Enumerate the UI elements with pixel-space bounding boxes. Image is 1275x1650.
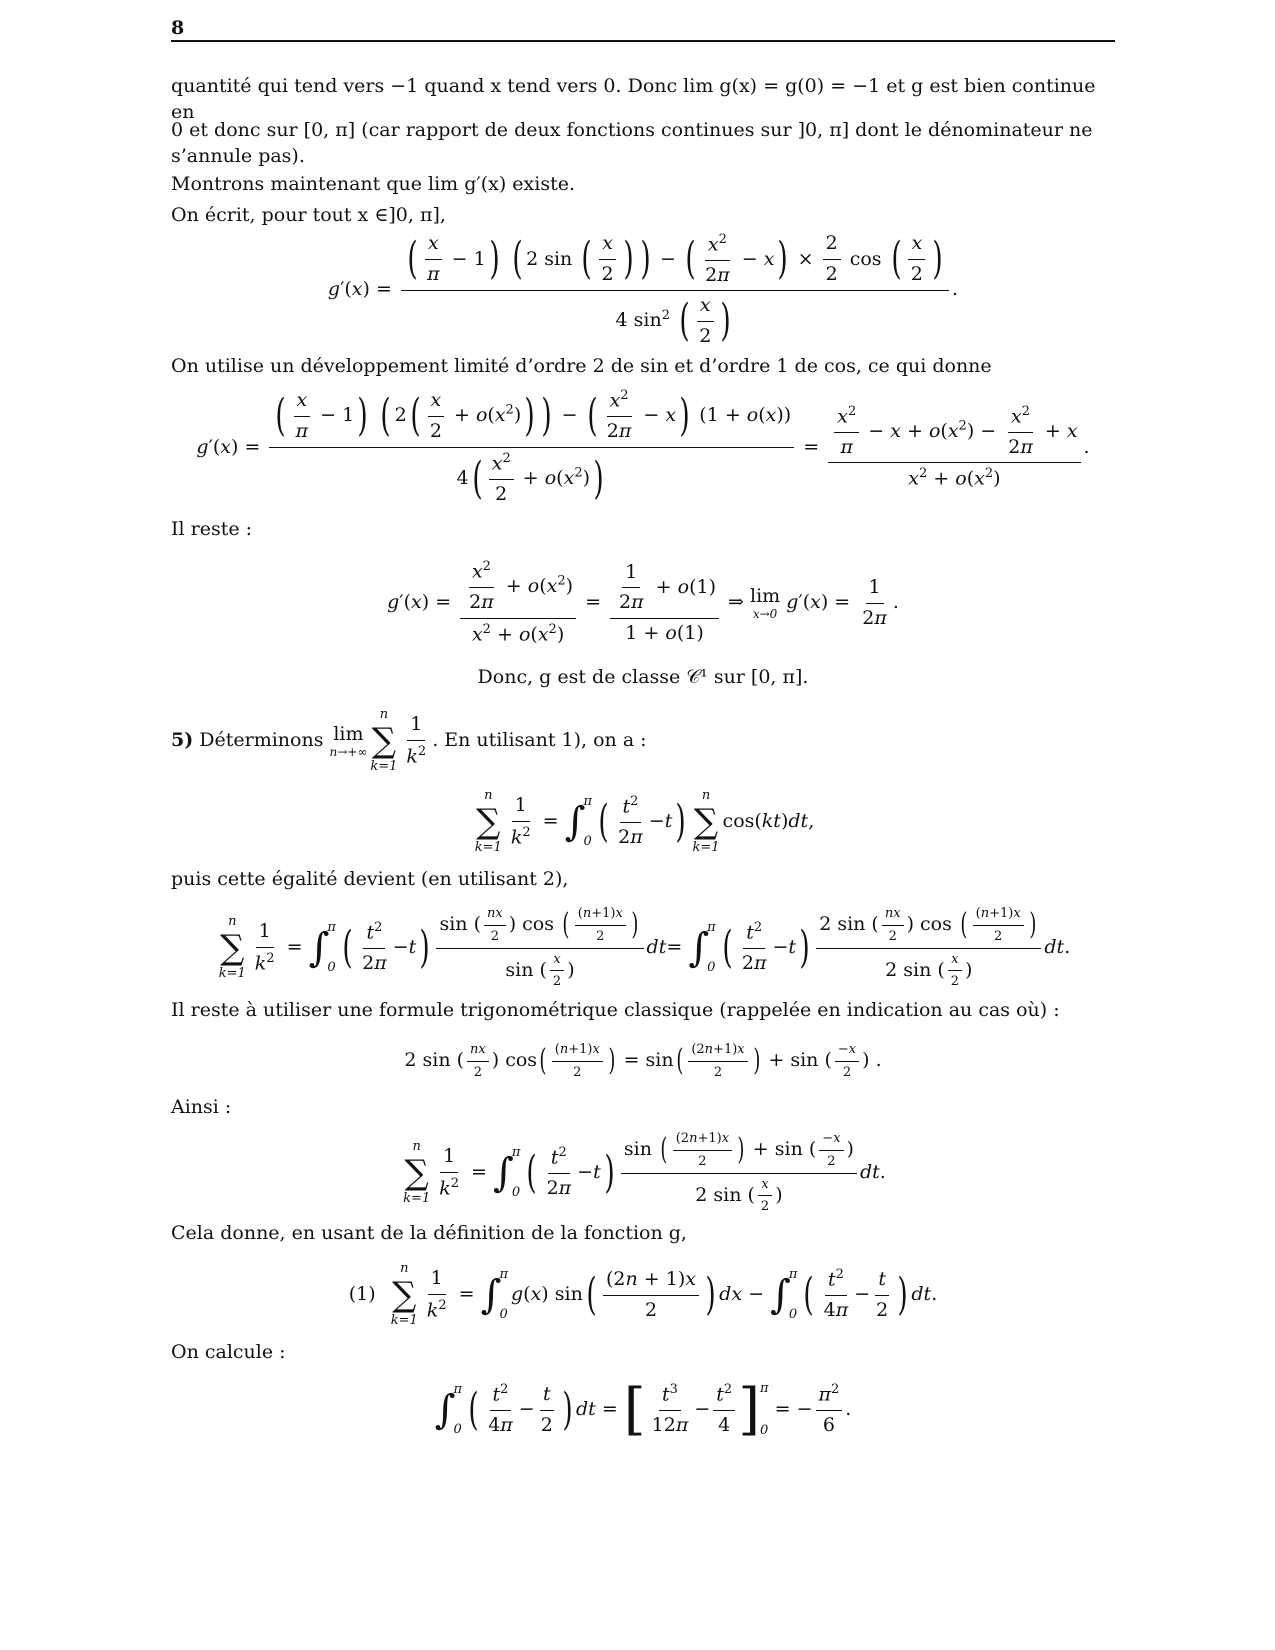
equation-sum-ainsi: n ∑ k=1 $\frac{1}{k^2}$ = ∫ π 0 ( $\frac{t^2}{2\pi}$ − t ) sin ( $\frac{(2n+1)x}{2}$ ) + sin ( $\frac{-x}{2}$ ) 2 sin ( $\frac{x}{2}$ ) dt . xyxy=(403,1131,886,1215)
equation-gprime-exact: g ′( x ) = ( $\frac{x}{\pi}$ − 1) ( 2 sin ( $\frac{x}{2}$ ) ) − ( $\frac{x^2}{2\pi}$ − x) × $\frac{2}{2}$ cos ( $\frac{x}{2}$ ) 4 $\sin^2$ ( $\frac{x}{2}$ ) . xyxy=(327,231,959,347)
paragraph-text: Il reste : xyxy=(171,518,253,540)
paragraph-we-compute xyxy=(171,1340,1115,1366)
paragraph-text: On utilise un développement limité d’ordre 2 de sin et d’ordre 1 de cos, ce qui donne xyxy=(171,355,992,377)
header-rule xyxy=(171,40,1115,42)
paragraph-taylor xyxy=(171,354,1115,380)
section-5-text: Déterminons xyxy=(199,729,324,752)
conclusion-text: Donc, g est de classe 𝒞¹ sur [0, π]. xyxy=(477,666,809,688)
paragraph-text: 0 et donc sur [0, π] (car rapport de deux fonctions continues sur ]0, π] dont le dénominateur ne s’annule pas). xyxy=(171,119,1093,167)
paragraph-text: Il reste à utiliser une formule trigonométrique classique (rappelée en indication au cas où) : xyxy=(171,999,1060,1021)
conclusion-class-c1 xyxy=(171,665,1115,691)
paragraph-it-remains xyxy=(171,517,1115,543)
paragraph-thus xyxy=(171,1095,1115,1121)
equation-1: (1) n ∑ k=1 $\frac{1}{k^2}$ = ∫ π 0 g ( x ) sin ( $\frac{(2n + 1)x}{2}$ ) dx − ∫ π 0 ( $\frac{t^2}{4\pi}$ − $\frac{t}{2}$ ) dt . xyxy=(348,1261,938,1328)
paragraph-text: On écrit, pour tout x ∈]0, π], xyxy=(171,204,446,226)
paragraph-then-equality xyxy=(171,867,1115,893)
equation-sum-sin-cos: n ∑ k=1 $\frac{1}{k^2}$ = ∫ π 0 ( $\frac{t^2}{2\pi}$ − t ) sin ( $\frac{nx}{2}$ ) cos ( $\frac{(n+1)x}{2}$ ) sin ( $\frac{x}{2}$ ) dt = ∫ π 0 ( $\frac{t^2}{2\pi}$ − t ) 2 sin ( $\frac{nx}{2}$ ) cos ( $\frac{(n+1)x}{2}$ ) 2 sin ( $\frac{x}{2}$ ) dt . xyxy=(218,906,1071,990)
page-number: 8 xyxy=(171,17,185,39)
equation-sum-integral: n ∑ k=1 $\frac{1}{k^2}$ = ∫ π 0 ( $\frac{t^2}{2\pi}$ − t ) n ∑ k=1 cos( kt ) dt , xyxy=(474,788,815,855)
paragraph-show-limit xyxy=(171,172,1115,198)
section-5-heading: 5) Déterminons lim n→+∞ n ∑ k=1 $\frac{1}{k^2}$ . En utilisant 1), on a : xyxy=(171,707,647,774)
paragraph-text: quantité qui tend vers −1 quand x tend vers 0. Donc lim g(x) = g(0) = −1 et g est bien continue en xyxy=(171,75,1096,123)
paragraph-we-write xyxy=(171,203,1115,229)
section-5-tail: . En utilisant 1), on a : xyxy=(432,729,647,752)
paragraph-text: Ainsi : xyxy=(171,1096,232,1118)
equation-gprime-limit: g ′( x ) = $\frac{x^2}{2\pi}$ + $o(x^2)$ $x^2 + o(x^2)$ = $\frac{1}{2\pi}$ + o(1) 1 + o(1) ⇒ lim x→0 g ′( x ) = $\frac{1}{2\pi}$ . xyxy=(387,559,899,646)
paragraph-text: On calcule : xyxy=(171,1341,286,1363)
equation-trig-identity: 2 sin ( $\frac{nx}{2}$ ) cos ( $\frac{(n+1)x}{2}$ ) = sin ( $\frac{(2n+1)x}{2}$ ) + sin ( $\frac{-x}{2}$ ) . xyxy=(404,1041,882,1080)
paragraph-continuity-cont xyxy=(171,118,1115,169)
paragraph-trig-formula xyxy=(171,998,1115,1024)
paragraph-text: Montrons maintenant que lim g′(x) existe. xyxy=(171,173,575,195)
equation-label: (1) xyxy=(348,1283,376,1306)
equation-final-integral: ∫ π 0 ( $\frac{t^2}{4\pi}$ − $\frac{t}{2}$ ) dt = [ $\frac{t^3}{12\pi}$ − $\frac{t^2}{4}$ ] π 0 = − $\frac{\pi^2}{6}$ . xyxy=(434,1377,852,1442)
paragraph-definition-g xyxy=(171,1221,1115,1247)
equation-gprime-expansion: g ′( x ) = ( $\frac{x}{\pi}$ − 1) ( 2( $\frac{x}{2}$ + $o(x^2)$) ) − ( $\frac{x^2}{2\pi}$ − x) (1 + o(x)) 4( $\frac{x^2}{2}$ + $o(x^2)$) = $\frac{x^2}{\pi}$ − $x + o(x^2)$ − $\frac{x^2}{2\pi}$ + x $x^2 + o(x^2)$ . xyxy=(196,388,1090,505)
section-5-label: 5) xyxy=(171,729,194,752)
paragraph-text: Cela donne, en usant de la définition de la fonction g, xyxy=(171,1222,687,1244)
paragraph-text: puis cette égalité devient (en utilisant 2), xyxy=(171,868,569,890)
